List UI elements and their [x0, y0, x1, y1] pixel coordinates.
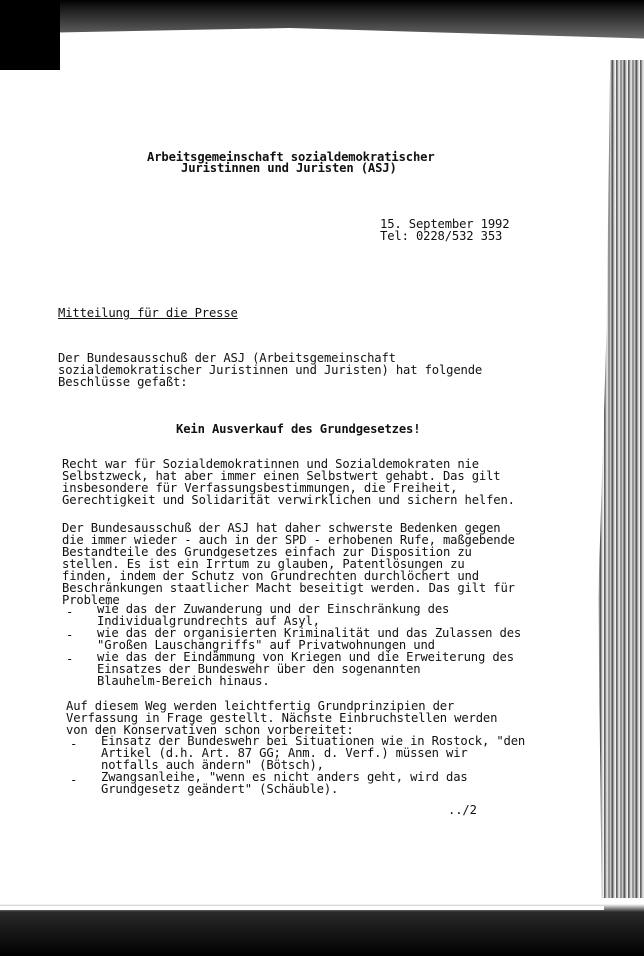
bullet-dash: -	[66, 605, 74, 619]
paragraph-3-line: Verfassung in Frage gestellt. Nächste Einbruchstellen werden	[66, 711, 498, 725]
breach-item-line: Artikel (d.h. Art. 87 GG; Anm. d. Verf.) müssen wir	[101, 746, 468, 760]
paragraph-3-line: von den Konservativen schon vorbereitet:	[66, 723, 354, 737]
org-name-line-1: Arbeitsgemeinschaft sozialdemokratischer	[147, 150, 435, 164]
problem-item-line: Individualgrundrechts auf Asyl,	[97, 614, 320, 628]
document-date: 15. September 1992	[380, 217, 510, 231]
paragraph-2-line: Der Bundesausschuß der ASJ hat daher schwerste Bedenken gegen	[62, 521, 501, 535]
bullet-dash: -	[66, 652, 74, 666]
breach-item-line: Zwangsanleihe, "wenn es nicht anders geht, wird das	[101, 770, 468, 784]
intro-line: Der Bundesausschuß der ASJ (Arbeitsgemeinschaft	[58, 351, 396, 365]
breach-item-line: Grundgesetz geändert" (Schäuble).	[101, 782, 339, 796]
scan-shadow-top	[0, 0, 644, 70]
bullet-dash: -	[66, 628, 74, 642]
paragraph-2-line: Probleme	[62, 593, 120, 607]
breach-item-line: Einsatz der Bundeswehr bei Situationen wie in Rostock, "den	[101, 734, 526, 748]
problem-item-line: Blauhelm-Bereich hinaus.	[97, 674, 270, 688]
resolution-title: Kein Ausverkauf des Grundgesetzes!	[176, 422, 421, 436]
paragraph-1-line: Gerechtigkeit und Solidarität verwirklichen und sichern helfen.	[62, 493, 515, 507]
paragraph-2-line: finden, indem der Schutz von Grundrechten durchlöchert und	[62, 569, 479, 583]
intro-line: sozialdemokratischer Juristinnen und Juristen) hat folgende	[58, 363, 483, 377]
paragraph-2-line: die immer wieder - auch in der SPD - erhobenen Rufe, maßgebende	[62, 533, 515, 547]
problem-item-line: "Großen Lauschangriffs" auf Privatwohnungen und	[97, 638, 435, 652]
intro-line: Beschlüsse gefaßt:	[58, 375, 188, 389]
page-bottom-edge	[0, 906, 604, 910]
paragraph-2-line: stellen. Es ist ein Irrtum zu glauben, Patentlösungen zu	[62, 557, 465, 571]
scan-shadow-right-edge	[592, 60, 644, 956]
problem-item-line: Einsatzes der Bundeswehr über den sogenannten	[97, 662, 421, 676]
org-name-line-2: Juristinnen und Juristen (ASJ)	[181, 161, 397, 175]
paragraph-1-line: Selbstzweck, hat aber immer einen Selbstwert gehabt. Das gilt	[62, 469, 501, 483]
breach-item-line: notfalls auch ändern" (Bötsch),	[101, 758, 324, 772]
problem-item-line: wie das der Zuwanderung und der Einschränkung des	[97, 602, 450, 616]
page-continuation-marker: ../2	[448, 803, 477, 817]
bullet-dash: -	[70, 773, 78, 787]
scan-shadow-corner	[0, 0, 60, 70]
paragraph-1-line: Recht war für Sozialdemokratinnen und Sozialdemokraten nie	[62, 457, 479, 471]
bullet-dash: -	[70, 737, 78, 751]
paragraph-3-line: Auf diesem Weg werden leichtfertig Grundprinzipien der	[66, 699, 455, 713]
paragraph-2-line: Bestandteile des Grundgesetzes einfach zur Disposition zu	[62, 545, 472, 559]
press-release-heading: Mitteilung für die Presse	[58, 306, 238, 320]
problem-item-line: wie das der organisierten Kriminalität und das Zulassen des	[97, 626, 522, 640]
paragraph-1-line: insbesondere für Verfassungsbestimmungen, die Freiheit,	[62, 481, 458, 495]
phone-number: Tel: 0228/532 353	[380, 229, 503, 243]
problem-item-line: wie das der Eindämmung von Kriegen und die Erweiterung des	[97, 650, 514, 664]
paragraph-2-line: Beschränkungen staatlicher Macht beseitigt werden. Das gilt für	[62, 581, 515, 595]
